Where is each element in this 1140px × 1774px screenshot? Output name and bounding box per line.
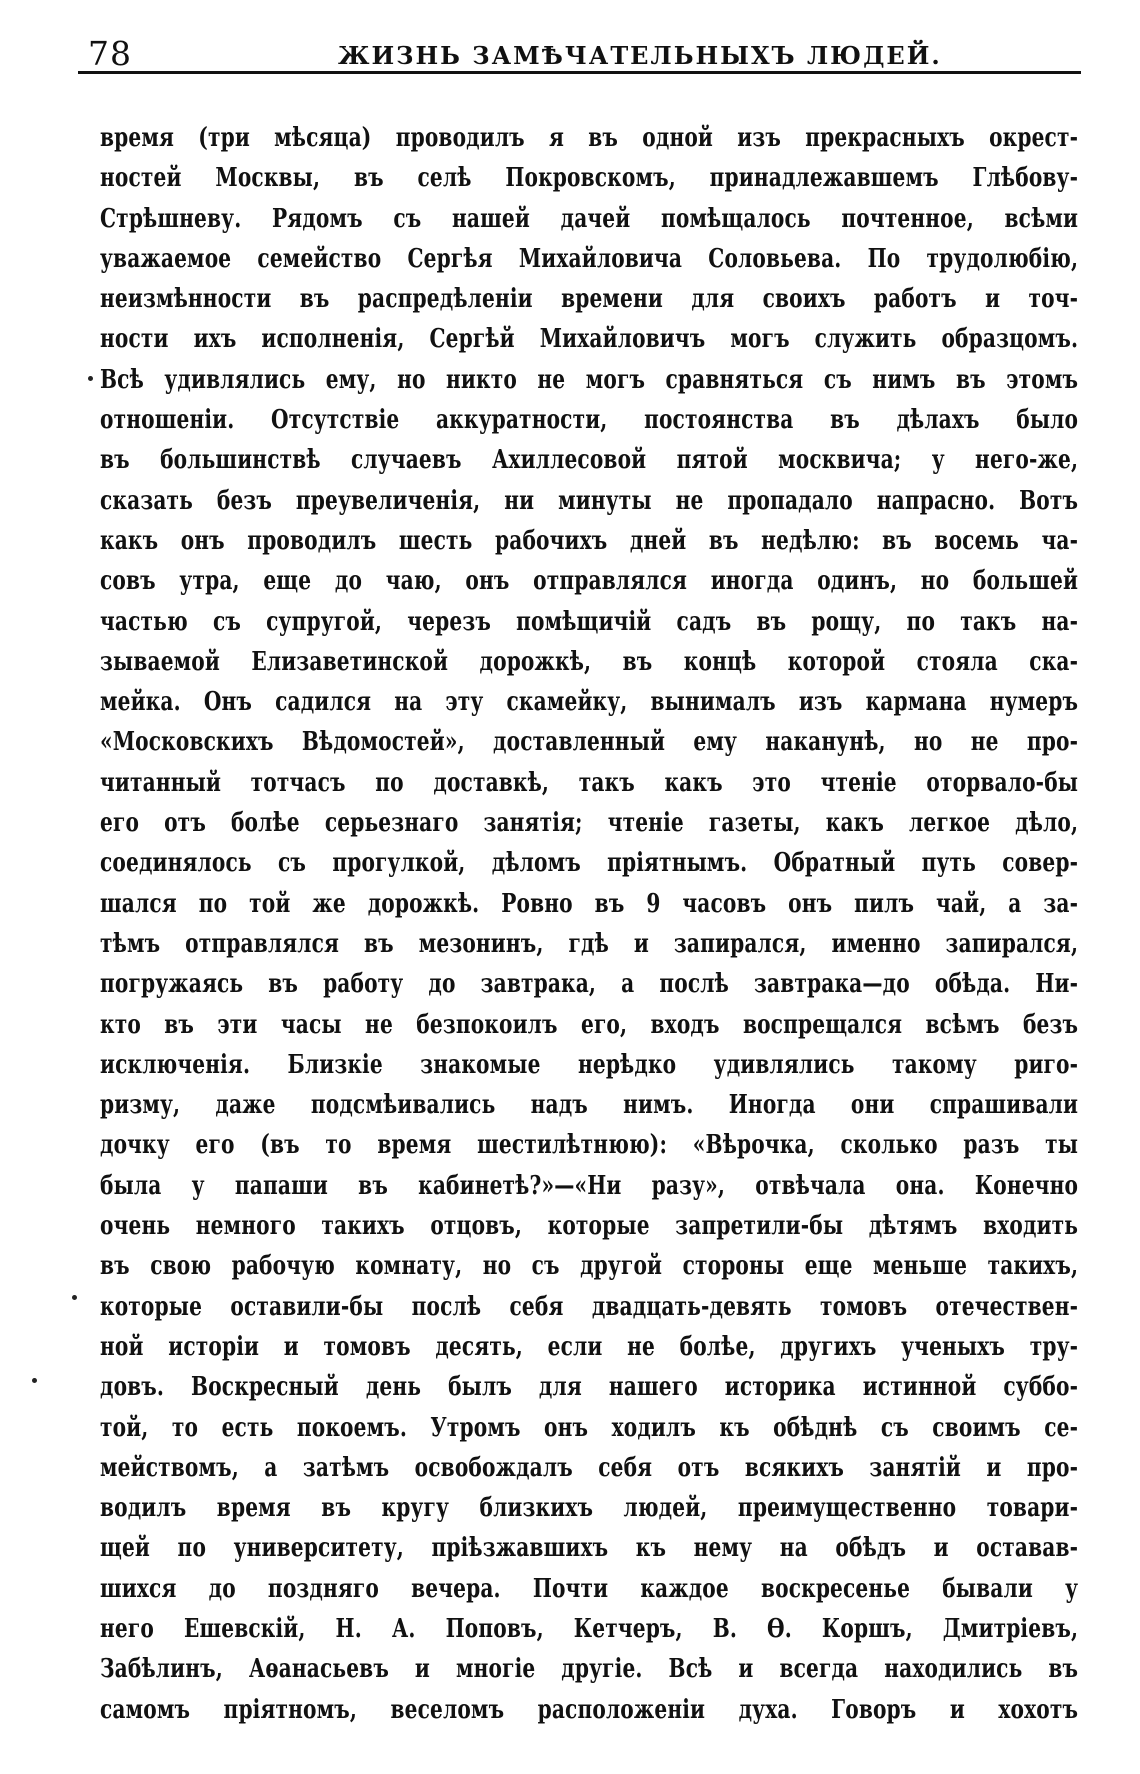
text-line: читанный тотчасъ по доставкѣ, такъ какъ это чтеніе оторвало-бы bbox=[100, 766, 1079, 798]
text-line: которые оставили-бы послѣ себя двадцать-девять томовъ отечествен- bbox=[100, 1290, 1079, 1322]
text-line: «Московскихъ Вѣдомостей», доставленный ему наканунѣ, но не про- bbox=[100, 726, 1079, 758]
text-line: водилъ время въ кругу близкихъ людей, преимущественно товари- bbox=[100, 1492, 1079, 1524]
text-line: дочку его (въ то время шестилѣтнюю): «Вѣрочка, сколько разъ ты bbox=[100, 1129, 1079, 1161]
text-line: ризму, даже подсмѣивались надъ нимъ. Иногда они спрашивали bbox=[100, 1089, 1079, 1121]
text-line: Стрѣшневу. Рядомъ съ нашей дачей помѣщалось почтенное, всѣми bbox=[100, 202, 1079, 234]
text-line: сказать безъ преувеличенія, ни минуты не пропадало напрасно. Вотъ bbox=[100, 484, 1079, 516]
text-line: отношеніи. Отсутствіе аккуратности, постоянства въ дѣлахъ было bbox=[100, 404, 1079, 436]
text-line: время (три мѣсяца) проводилъ я въ одной изъ прекрасныхъ окрест- bbox=[100, 122, 1079, 153]
text-line: въ свою рабочую комнату, но съ другой стороны еще меньше такихъ, bbox=[100, 1250, 1079, 1282]
ink-speck bbox=[88, 376, 93, 381]
ink-speck bbox=[32, 1378, 37, 1383]
text-line: ностей Москвы, въ селѣ Покровскомъ, принадлежавшемъ Глѣбову- bbox=[100, 162, 1079, 194]
text-line: зываемой Елизаветинской дорожкѣ, въ концѣ которой стояла ска- bbox=[100, 645, 1079, 677]
text-line: очень немного такихъ отцовъ, которые запретили-бы дѣтямъ входить bbox=[100, 1210, 1079, 1242]
text-line: какъ онъ проводилъ шесть рабочихъ дней въ недѣлю: въ восемь ча- bbox=[100, 524, 1079, 556]
text-line: щей по университету, пріѣзжавшихъ къ нему на обѣдъ и оставав- bbox=[100, 1532, 1079, 1564]
ink-speck bbox=[72, 1295, 77, 1300]
text-line: той, то есть покоемъ. Утромъ онъ ходилъ къ обѣднѣ съ своимъ се- bbox=[100, 1411, 1079, 1443]
text-line: частью съ супругой, черезъ помѣщичій садъ въ рощу, по такъ на- bbox=[100, 605, 1079, 637]
text-line: совъ утра, еще до чаю, онъ отправлялся иногда одинъ, но большей bbox=[100, 565, 1079, 597]
text-line: погружаясь въ работу до завтрака, а послѣ завтрака—до обѣда. Ни- bbox=[100, 968, 1079, 1000]
text-line: довъ. Воскресный день былъ для нашего историка истинной суббо- bbox=[100, 1371, 1079, 1403]
text-line: кто въ эти часы не безпокоилъ его, входъ воспрещался всѣмъ безъ bbox=[100, 1008, 1079, 1040]
text-line: уважаемое семейство Сергѣя Михайловича Соловьева. По трудолюбію, bbox=[100, 242, 1079, 274]
text-line: ности ихъ исполненія, Сергѣй Михайловичъ могъ служить образцомъ. bbox=[100, 323, 1079, 355]
text-line: ной исторіи и томовъ десять, если не болѣе, другихъ ученыхъ тру- bbox=[100, 1330, 1079, 1362]
text-line: Всѣ удивлялись ему, но никто не могъ сравняться съ нимъ въ этомъ bbox=[100, 363, 1079, 395]
text-line: него Ешевскій, Н. А. Поповъ, Кетчеръ, В. Ѳ. Коршъ, Дмитріевъ, bbox=[100, 1612, 1079, 1644]
header-rule bbox=[78, 71, 1081, 74]
page-number: 78 bbox=[88, 34, 132, 73]
text-line: соединялось съ прогулкой, дѣломъ пріятнымъ. Обратный путь совер- bbox=[100, 847, 1079, 879]
body-text bbox=[100, 118, 1079, 1730]
text-line: тѣмъ отправлялся въ мезонинъ, гдѣ и запирался, именно запирался, bbox=[100, 927, 1079, 959]
text-line: самомъ пріятномъ, веселомъ расположеніи духа. Говоръ и хохотъ bbox=[100, 1693, 1079, 1725]
text-line: его отъ болѣе серьезнаго занятія; чтеніе газеты, какъ легкое дѣло, bbox=[100, 807, 1079, 839]
running-head-title: ЖИЗНЬ ЗАМѢЧАТЕЛЬНЫХЪ ЛЮДЕЙ. bbox=[338, 41, 942, 70]
text-line: шихся до поздняго вечера. Почти каждое воскресенье бывали у bbox=[100, 1572, 1079, 1604]
text-line: шался по той же дорожкѣ. Ровно въ 9 часовъ онъ пилъ чай, а за- bbox=[100, 887, 1079, 919]
text-line: въ большинствѣ случаевъ Ахиллесовой пятой москвича; у него-же, bbox=[100, 444, 1079, 476]
text-line: была у папаши въ кабинетѣ?»—«Ни разу», отвѣчала она. Конечно bbox=[100, 1169, 1079, 1201]
text-line: Забѣлинъ, Аѳанасьевъ и многіе другіе. Всѣ и всегда находились въ bbox=[100, 1653, 1079, 1685]
text-line: мейка. Онъ садился на эту скамейку, вынималъ изъ кармана нумеръ bbox=[100, 686, 1079, 718]
text-line: неизмѣнности въ распредѣленіи времени для своихъ работъ и точ- bbox=[100, 283, 1079, 315]
text-line: мействомъ, а затѣмъ освобождалъ себя отъ всякихъ занятій и про- bbox=[100, 1451, 1079, 1483]
text-line: исключенія. Близкіе знакомые нерѣдко удивлялись такому риго- bbox=[100, 1048, 1079, 1080]
